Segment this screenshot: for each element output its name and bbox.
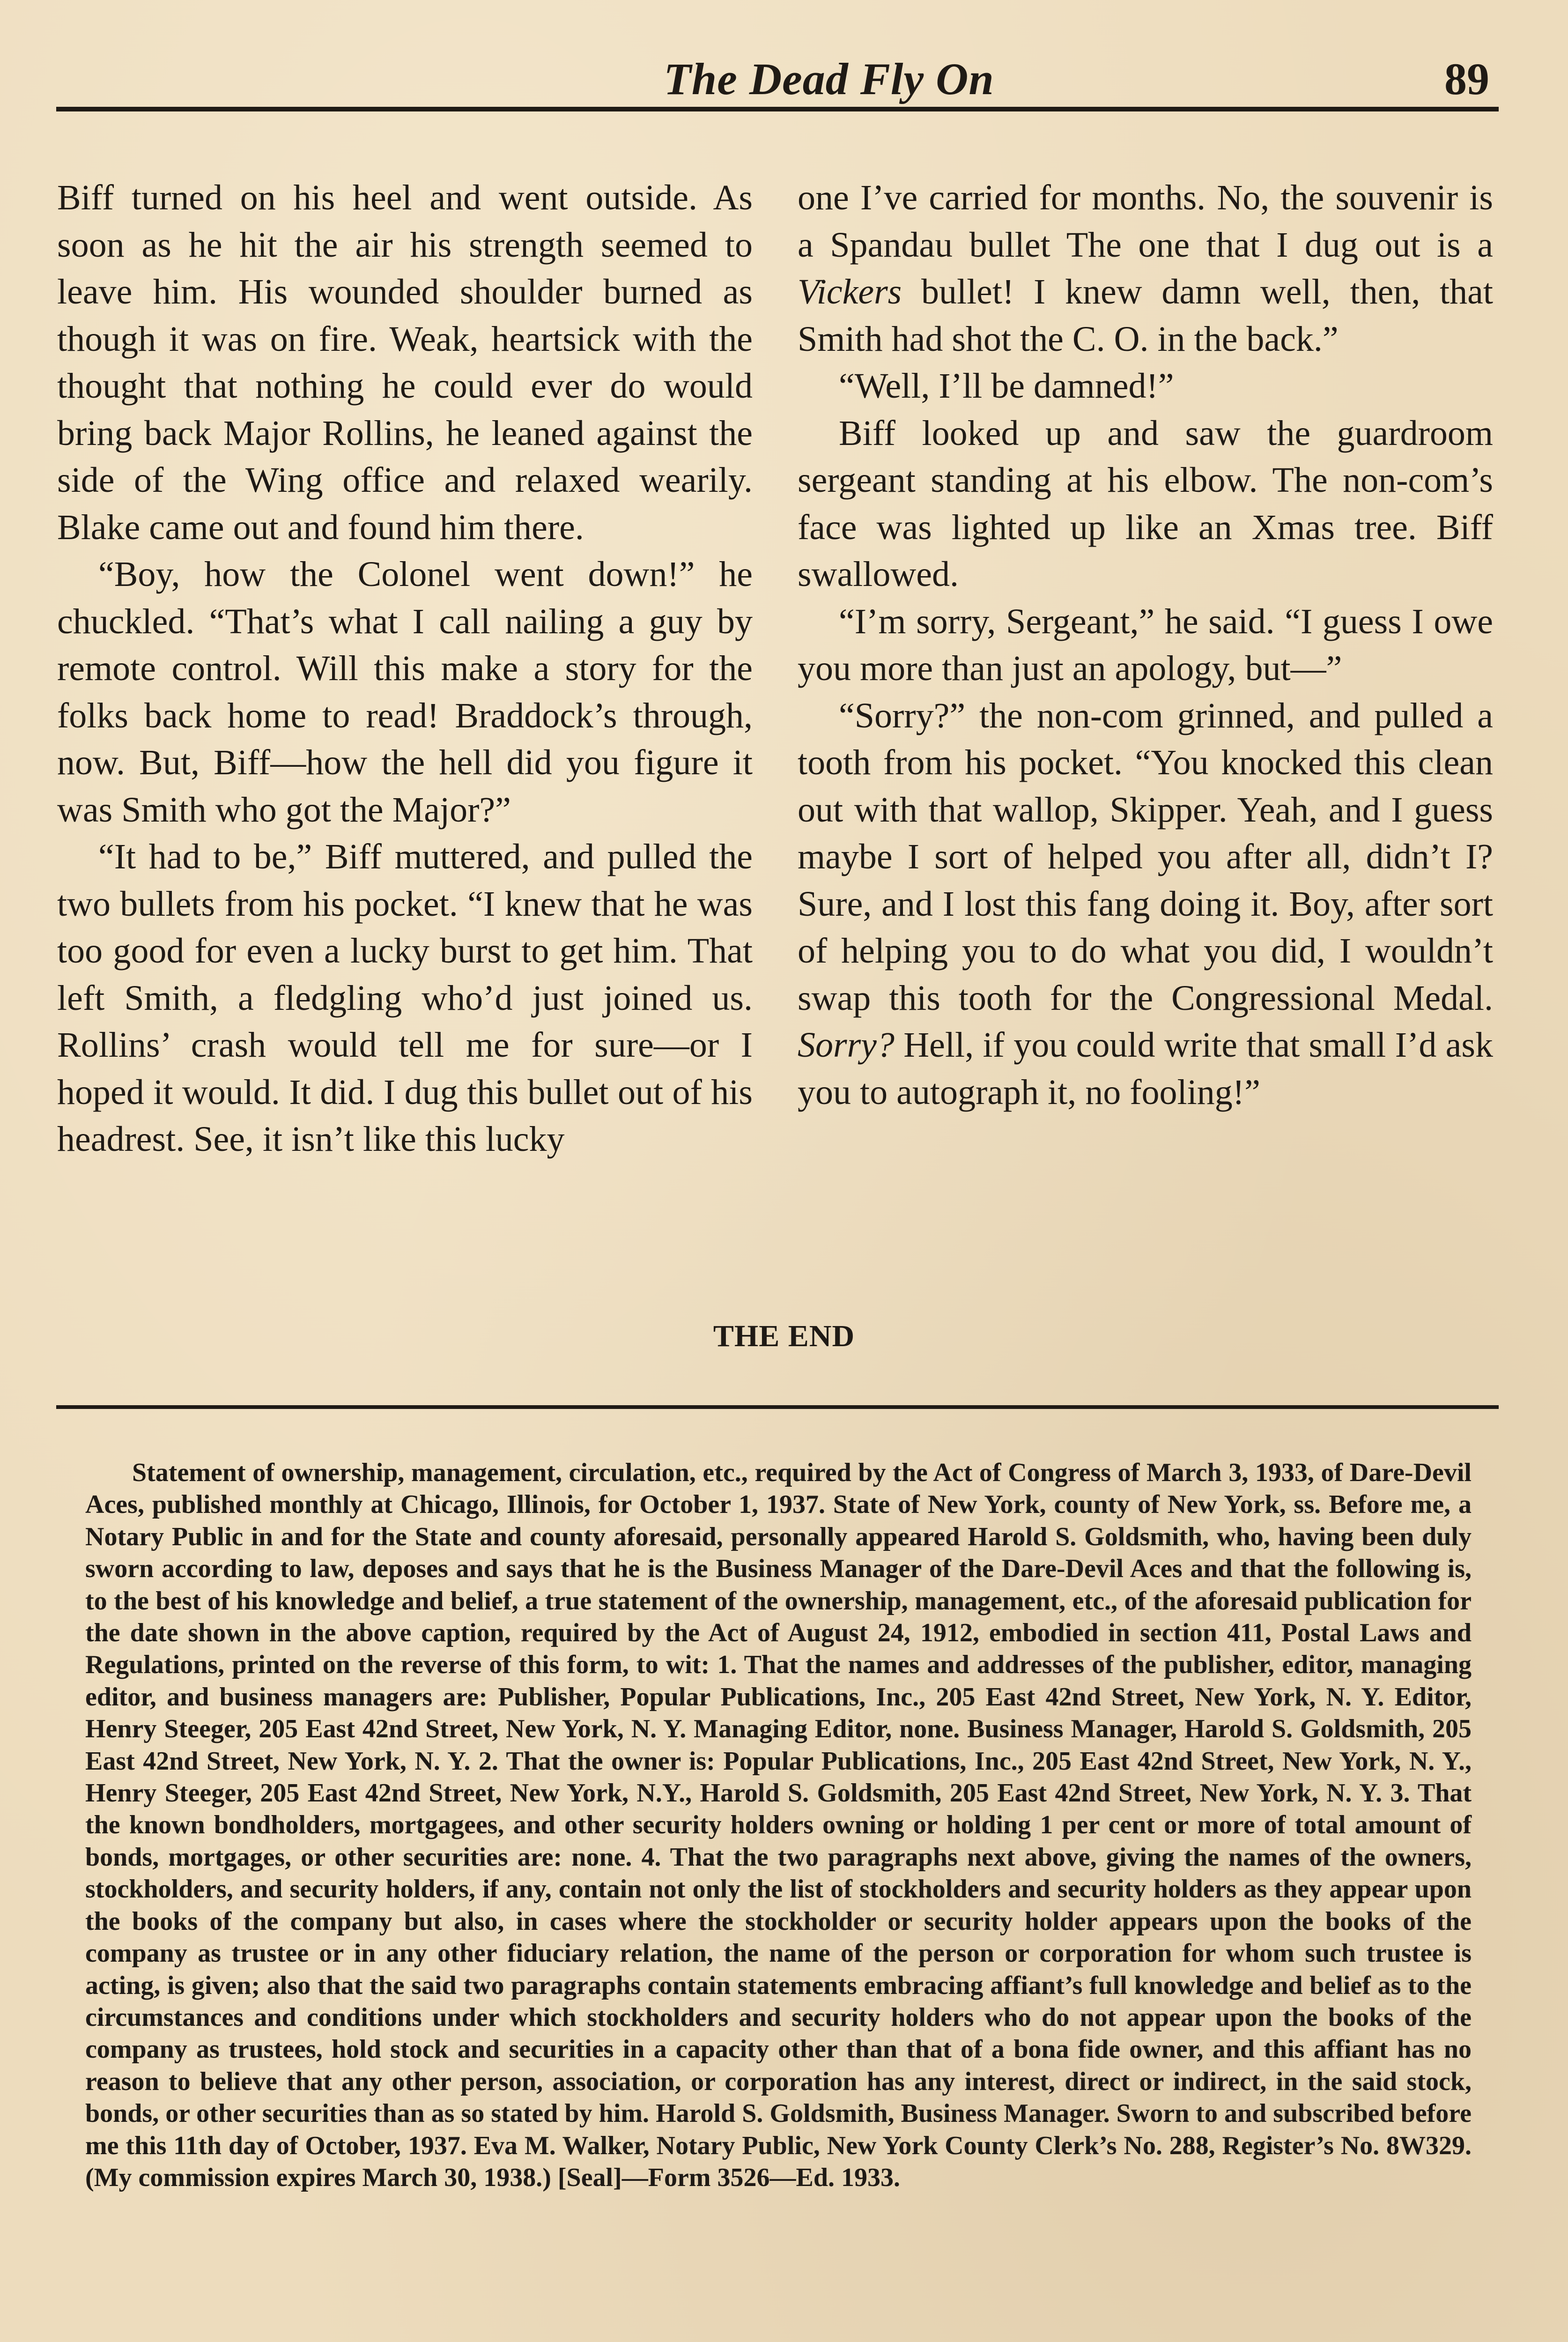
- story-paragraph: Biff looked up and saw the guardroom sergeant standing at his elbow. The non-com’s face was lighted up like an Xmas tree. Biff swallowed.: [798, 413, 1493, 594]
- the-end-label: THE END: [713, 1319, 855, 1353]
- story-paragraph: “Boy, how the Colonel went down!” he chuckled. “That’s what I call nailing a guy by remote control. Will this make a story for the folks back home to read! Braddock’s through, now. But, Biff—how the hell did you figure it was Smith who got the Major?”: [57, 555, 753, 830]
- page-header: [56, 44, 1499, 110]
- ownership-statement: Statement of ownership, management, circulation, etc., required by the Act of Congress of March 3, 1933, of Dare-Devil Aces, published monthly at Chicago, Illinois, for October 1, 1937. State of New York, county of New York, ss. Before me, a Notary Public in and for the State and county aforesaid, personally appeared Harold S. Goldsmith, who, having been duly sworn according to law, deposes and says that he is the Business Manager of the Dare-Devil Aces and that the following is, to the best of his knowledge and belief, a true statement of the ownership, management, etc., of the aforesaid publication for the date shown in the above caption, required by the Act of August 24, 1912, embodied in section 411, Postal Laws and Regulations, printed on the reverse of this form, to wit: 1. That the names and addresses of the publisher, editor, managing editor, and business managers are: Publisher, Popular Publications, Inc., 205 East 42nd Street, New York, N. Y. Editor, Henry Steeger, 205 East 42nd Street, New York, N. Y. Managing Editor, none. Business Manager, Harold S. Goldsmith, 205 East 42nd Street, New York, N. Y. 2. That the owner is: Popular Publications, Inc., 205 East 42nd Street, New York, N. Y., Henry Steeger, 205 East 42nd Street, New York, N.Y., Harold S. Goldsmith, 205 East 42nd Street, New York, N. Y. 3. That the known bondholders, mortgagees, and other security holders owning or holding 1 per cent or more of total amount of bonds, mortgages, or other securities are: none. 4. That the two paragraphs next above, giving the names of the owners, stockholders, and security holders, if any, contain not only the list of stockholders and security holders as they appear upon the books of the company but also, in cases where the stockholder or security holder appears upon the books of the company as trustee or in any other fiduciary relation, the name of the person or corporation for whom such trustee is acting, is given; also that the said two paragraphs contain statements embracing affiant’s full knowledge and belief as to the circumstances and conditions under which stockholders and security holders who do not appear upon the books of the company as trustees, hold stock and securities in a capacity other than that of a bona fide owner, and this affiant has no reason to believe that any other person, association, or corporation has any interest, direct or indirect, in the said stock, bonds, or other securities than as so stated by him. Harold S. Goldsmith, Business Manager. Sworn to and subscribed before me this 11th day of October, 1937. Eva M. Walker, Notary Public, New York County Clerk’s No. 288, Register’s No. 8W329. (My commission expires March 30, 1938.) [Seal]—Form 3526—Ed. 1933.: [85, 1458, 1472, 2192]
- header-rule: [56, 107, 1499, 111]
- story-paragraph: “I’m sorry, Sergeant,” he said. “I guess I owe you more than just an apology, but—”: [798, 601, 1493, 688]
- story-paragraph: “It had to be,” Biff muttered, and pulled the two bullets from his pocket. “I knew that he was too good for even a lucky burst to get him. That left Smith, a fledgling who’d just joined us. Rollins’ crash would tell me for sure—or I hoped it would. It did. I dug this bullet out of his headrest. See, it isn’t like this lucky: [57, 837, 753, 1159]
- text-run: one I’ve carried for months. No, the souvenir is a Spandau bullet The one that I dug out is a: [798, 178, 1493, 265]
- story-column-right: [798, 174, 1493, 1308]
- story-paragraph: “Well, I’ll be damned!”: [839, 366, 1174, 406]
- text-run: Hell, if you could write that small I’d ask you to autograph it, no fooling!”: [798, 1025, 1493, 1112]
- running-title: The Dead Fly On: [664, 54, 994, 104]
- story-paragraph: [798, 174, 1493, 363]
- italic-text-run: Vickers: [798, 272, 902, 311]
- text-run: bullet! I knew damn well, then, that Smith had shot the C. O. in the back.”: [798, 272, 1493, 359]
- text-run: “Sorry?” the non-com grinned, and pulled a tooth from his pocket. “You knocked this clean out with that wallop, Skipper. Yeah, and I guess maybe I sort of helped you after all, didn’t I? Sure, and I lost this fang doing it. Boy, after sort of helping you to do what you did, I wouldn’t swap this tooth for the Congressional Medal.: [798, 696, 1493, 1018]
- story-paragraph: [798, 692, 1493, 1116]
- story-column-left: [57, 174, 753, 1308]
- story-paragraph: Biff turned on his heel and went outside. As soon as he hit the air his strength seemed to leave him. His wounded shoulder burned as though it was on fire. Weak, heartsick with the thought that nothing he could ever do would bring back Major Rollins, he leaned against the side of the Wing office and relaxed wearily. Blake came out and found him there.: [57, 178, 753, 547]
- page-number: 89: [1444, 54, 1489, 104]
- section-rule: [56, 1405, 1499, 1409]
- italic-text-run: Sorry?: [798, 1025, 895, 1065]
